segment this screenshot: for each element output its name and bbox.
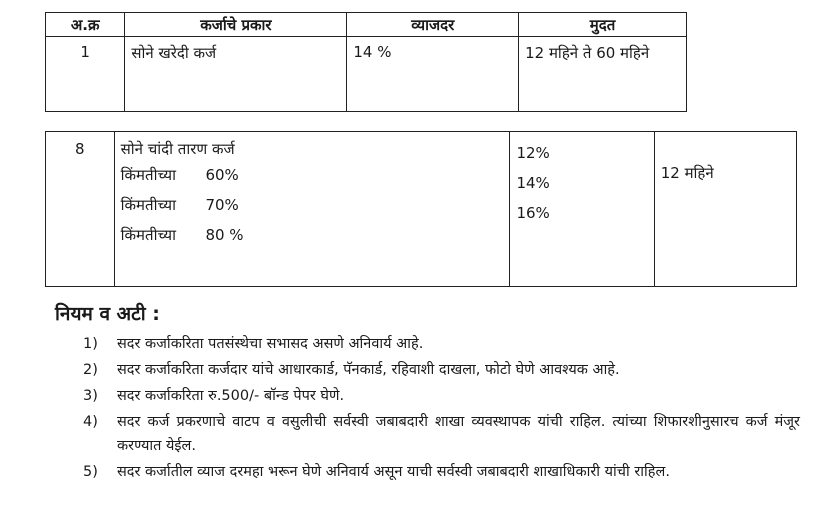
header-loan-type: कर्जाचे प्रकार [125,13,347,37]
tier-percent: 60% [205,166,239,184]
table-row [46,37,687,112]
tier-rate: 14% [516,174,550,192]
item-text: सदर कर्जाकरिता रु.500/- बॉन्ड पेपर घेणे. [117,388,345,404]
list-item [55,358,800,382]
tier-percent: 70% [205,196,239,214]
terms-heading: नियम व अटी : [55,303,160,325]
cell-serial: 8 [46,132,115,287]
item-number: 5) [83,464,98,480]
tier-label: किंमतीच्या [120,226,176,244]
cell-interest-rate: 14 % [347,37,519,112]
item-text: सदर कर्ज प्रकरणाचे वाटप व वसुलीची सर्वस्वी जबाबदारी शाखा व्यवस्थापक यांची राहिल. त्यांच्या शिफारशीनुसारच कर्ज मंजूर करण्यात येईल. [117,414,800,454]
tier-rate: 12% [516,144,550,162]
header-interest-rate: व्याजदर [347,13,519,37]
cell-loan-type: सोने खरेदी कर्ज [125,37,347,112]
item-text: सदर कर्जातील व्याज दरमहा भरून घेणे अनिवार्य असून याची सर्वस्वी जबाबदारी शाखाधिकारी यांची राहिल. [117,464,670,480]
terms-list [55,332,800,484]
gold-silver-mortgage-loan-table [45,131,797,287]
terms-and-conditions [55,300,800,486]
tier-row [121,220,504,250]
tier-rate: 16% [516,204,550,222]
table-header-row [46,13,687,37]
cell-term: 12 महिने [654,132,796,287]
tier-label: किंमतीच्या [120,166,176,184]
table-row [46,132,797,287]
loan-type-title: सोने चांदी तारण कर्ज [120,140,235,158]
cell-serial: 1 [46,37,125,112]
tier-percent: 80 % [205,226,244,244]
header-term: मुदत [519,13,687,37]
item-number: 3) [83,388,98,404]
item-number: 2) [83,362,98,378]
list-item [55,332,800,356]
item-number: 4) [83,414,98,430]
item-text: सदर कर्जाकरिता पतसंस्थेचा सभासद असणे अनिवार्य आहे. [117,336,424,352]
cell-loan-type [114,132,510,287]
gold-purchase-loan-table [45,12,687,112]
list-item [55,384,800,408]
cell-interest-rates [510,132,654,287]
list-item [55,460,800,484]
header-serial: अ.क्र [46,13,125,37]
item-number: 1) [83,336,98,352]
tier-label: किंमतीच्या [120,196,176,214]
cell-term: 12 महिने ते 60 महिने [519,37,687,112]
tier-row [121,190,504,220]
item-text: सदर कर्जाकरिता कर्जदार यांचे आधारकार्ड, पॅनकार्ड, रहिवाशी दाखला, फोटो घेणे आवश्यक आहे. [117,362,620,378]
tier-row [121,160,504,190]
list-item [55,410,800,458]
